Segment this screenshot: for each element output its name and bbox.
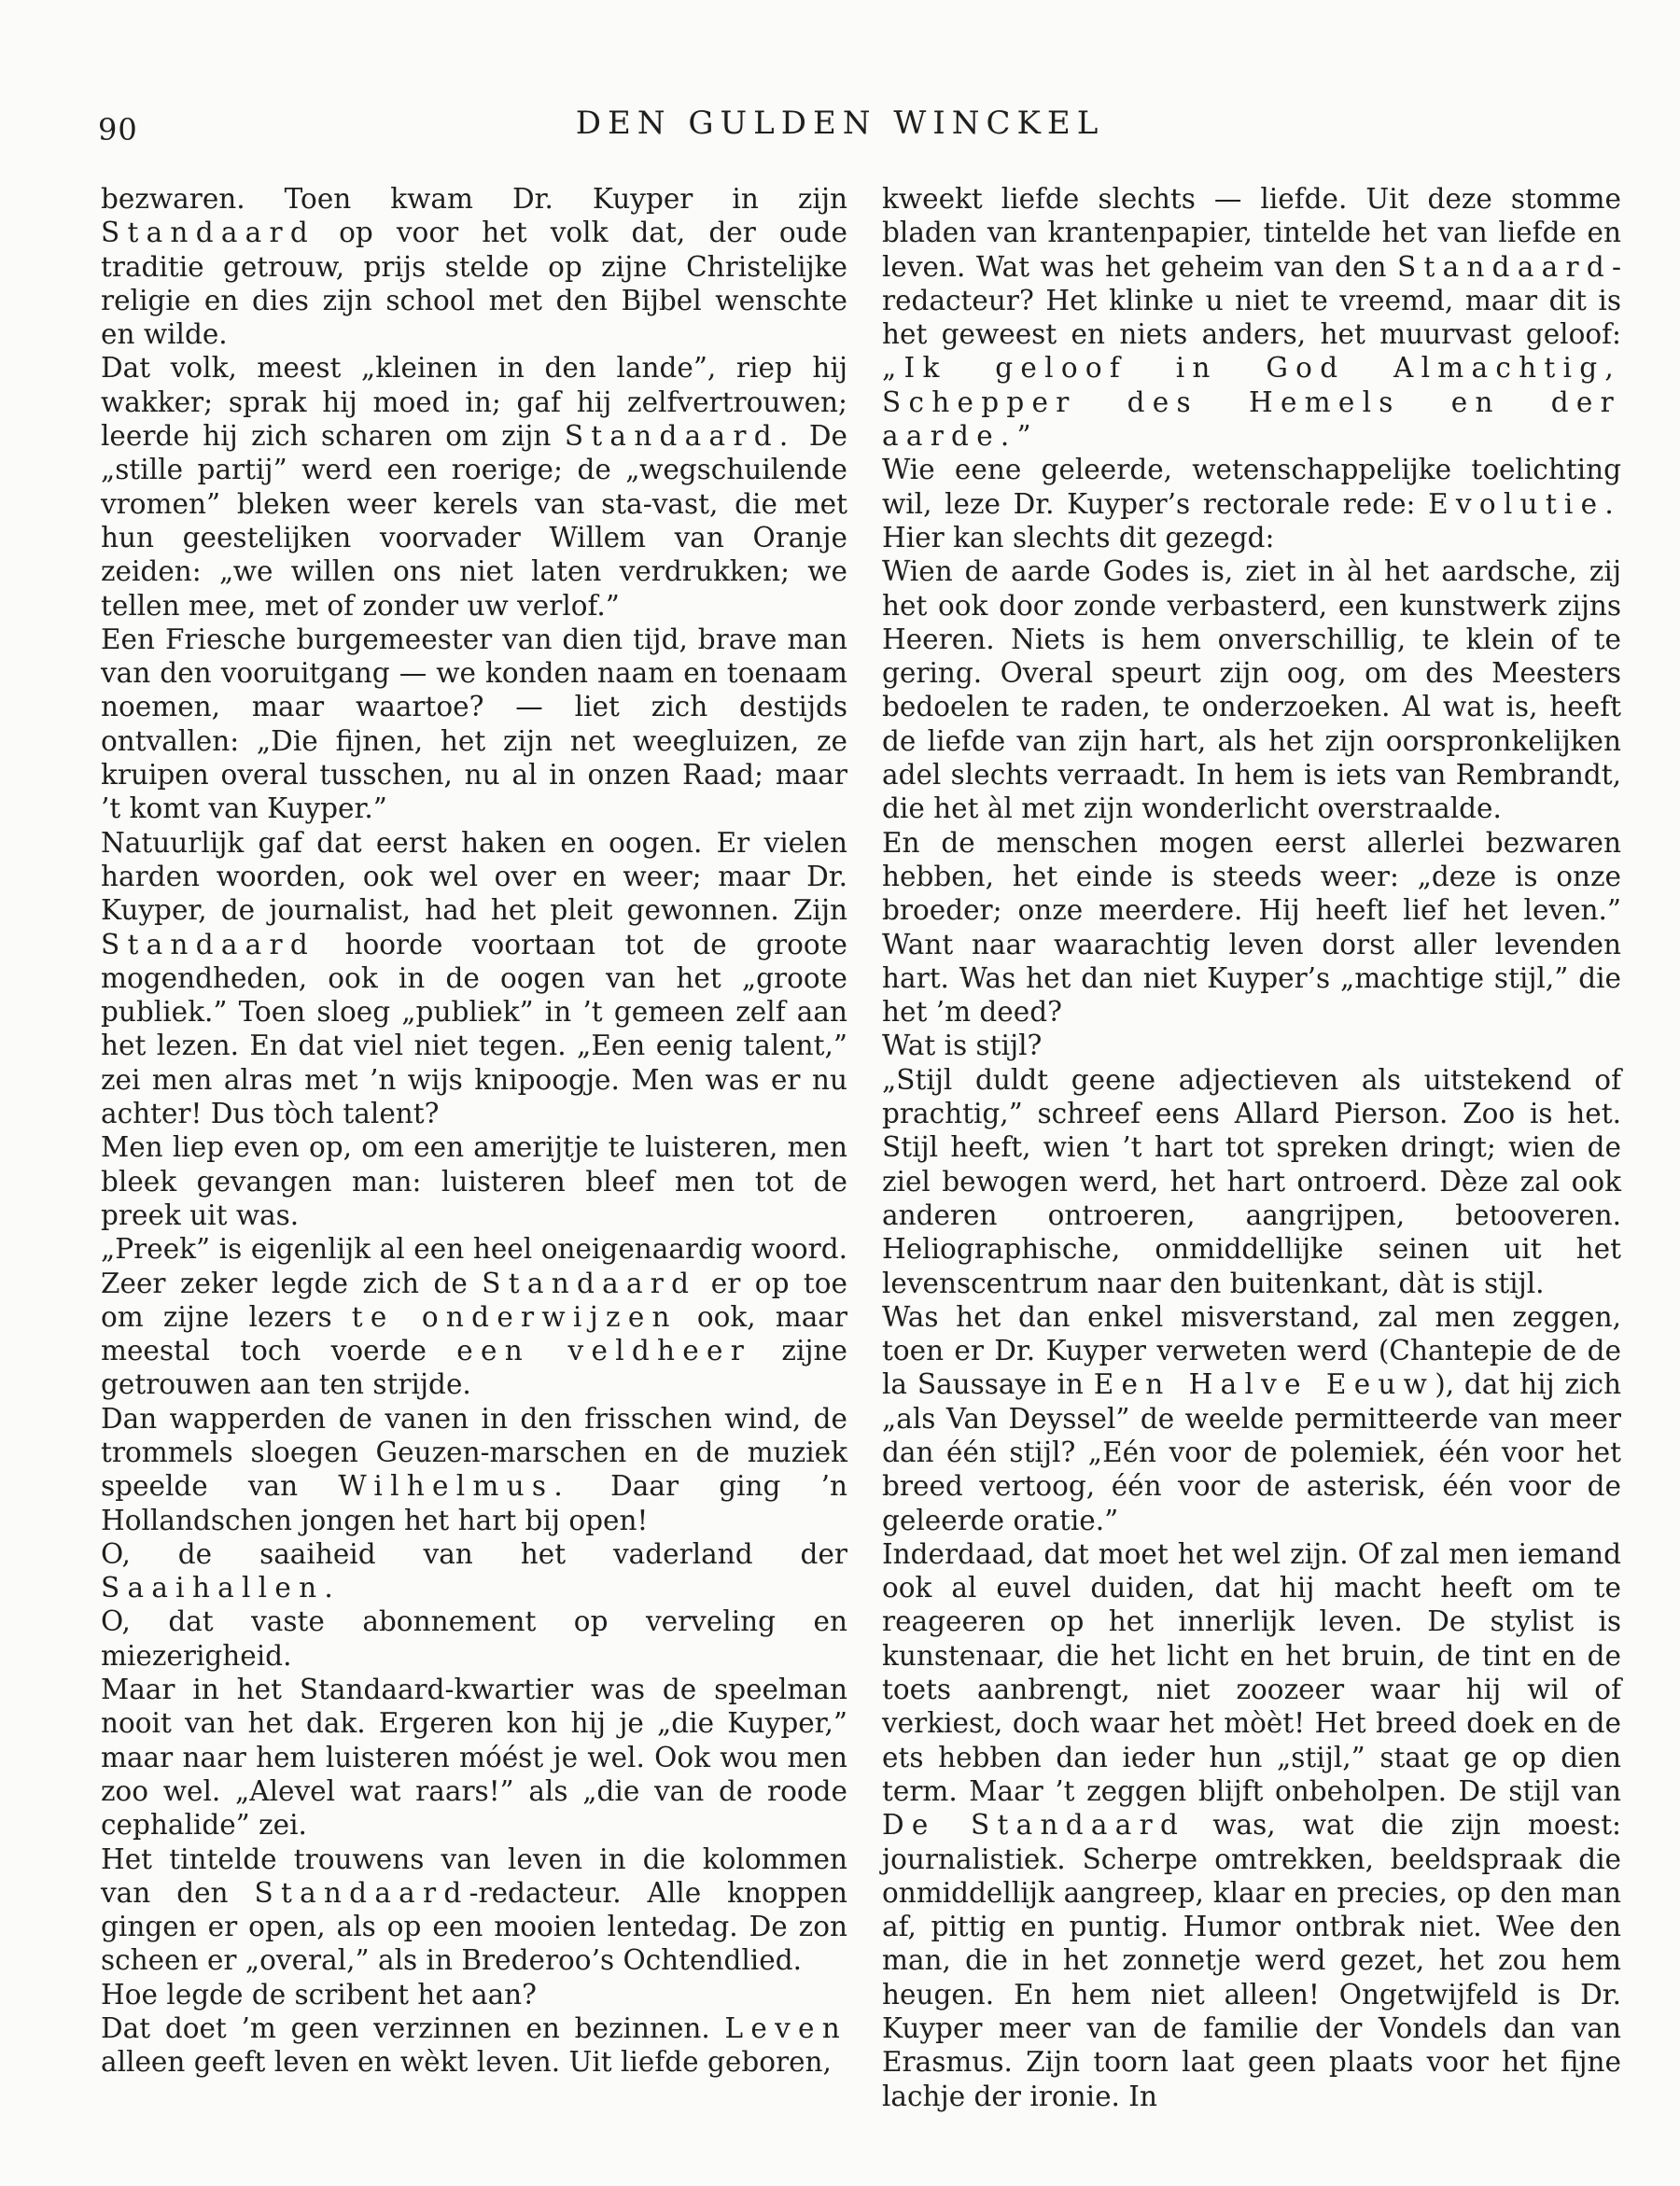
text-run: Inderdaad, dat moet het wel zijn. Of zal men iemand ook al euvel duiden, dat hij macht heeft om te reageeren op het innerlijk leven. De stylist is kunstenaar, die het licht en het bruin, de tint en de toets aanbrengt, niet zoozeer waar hij wil of verkiest, doch waar het mòèt! Het breed doek en de ets hebben dan ieder hun „stijl,” staat ge op dien term. Maar ’t zeggen blijft onbeholpen. De stijl van	[882, 1537, 1621, 1807]
spaced-text: Leven	[724, 2012, 847, 2045]
paragraph	[101, 1843, 847, 1978]
spaced-text: Standaard	[254, 1876, 469, 1909]
paragraph	[101, 1673, 847, 1842]
text-run: zijne getrouwen aan ten strijde.	[101, 1335, 847, 1401]
text-run: De „stille partij” werd een roerige; de „wegschuilende vromen” bleken weer kerels van sta-vast, die met hun geestelijken voorvader Willem van Oranje zeiden: „we willen ons niet laten verdrukken; we tellen mee, met of zonder uw verlof.”	[101, 420, 847, 622]
spaced-text: Saaihallen.	[101, 1572, 341, 1604]
text-run: ), dat hij zich „als Van Deyssel” de weelde permitteerde van meer dan één stijl? „Eén voor de polemiek, één voor het breed vertoog, één voor de asterisk, één voor de geleerde oratie.”	[882, 1368, 1621, 1536]
text-run: „Stijl duldt geene adjectieven als uitstekend of prachtig,” schreef eens Allard Pierson. Zoo is het. Stijl heeft, wien ’t hart tot spreken dringt; wien de ziel bewogen werd, het hart ontroerd. Dèze zal ook anderen ontroeren, aangrijpen, betooveren. Heliographische, onmiddellijke seinen uit het levenscentrum naar den buitenkant, dàt is stijl.	[882, 1063, 1621, 1299]
text-run: Dat doet ’m geen verzinnen en bezinnen.	[101, 2012, 725, 2045]
spaced-text: Evolutie.	[1428, 487, 1621, 520]
paragraph	[882, 826, 1621, 1030]
right-column	[882, 182, 1621, 2113]
spaced-text: Standaard	[1396, 250, 1613, 283]
text-run: O, de saaiheid van het vaderland der	[101, 1537, 847, 1570]
text-run: ook, maar meestal toch voerde	[101, 1300, 847, 1367]
text-run: Dan wapperden de vanen in den frisschen wind, de trommels sloegen Geuzen-marschen en de muziek speelde van	[101, 1402, 847, 1503]
spaced-text: Standaard	[101, 217, 316, 249]
paragraph	[101, 1978, 847, 2011]
text-run: was, wat die zijn moest: journalistiek. Scherpe omtrekken, beeldspraak die onmiddellijk aangreep, klaar en precies, op den man af, pittig en puntig. Humor ontbrak niet. Wee den man, die in het zonnetje werd gezet, het zou hem heugen. En hem niet alleen! Ongetwijfeld is Dr. Kuyper meer van de familie der Vondels dan van Erasmus. Zijn toorn laat geen plaats voor het fijne lachje der ironie. In	[882, 1809, 1621, 2112]
paragraph	[101, 1402, 847, 1537]
text-run: Wie eene geleerde, wetenschappelijke toelichting wil, leze Dr. Kuyper’s rectorale rede:	[882, 454, 1621, 520]
text-run: Daar ging ’n Hollandschen jongen het hart bij open!	[101, 1470, 847, 1536]
text-run: Maar in het Standaard-kwartier was de speelman nooit van het dak. Ergeren kon hij je „die Kuyper,” maar naar hem luisteren móést je wel. Ook wou men zoo wel. „Alevel wat raars!” als „die van de roode cephalide” zei.	[101, 1674, 847, 1842]
paragraph	[101, 1130, 847, 1232]
spaced-text: Wilhelmus.	[338, 1470, 570, 1503]
page-number: 90	[98, 112, 138, 147]
text-run: En de menschen mogen eerst allerlei bezwaren hebben, het einde is steeds weer: „deze is onze broeder; onze meerdere. Hij heeft lief het leven.” Want naar waarachtig leven dorst aller levenden hart. Was het dan niet Kuyper’s „machtige stijl,” die het ’m deed?	[882, 826, 1621, 1029]
text-run: Was het dan enkel misverstand, zal men zeggen, toen er Dr. Kuyper verweten werd (Chantepie de de la Saussaye in	[882, 1300, 1621, 1401]
spaced-text: te onderwijzen	[351, 1300, 678, 1333]
text-run: op voor het volk dat, der oude traditie getrouw, prijs stelde op zijne Christelijke religie en dies zijn school met den Bijbel wenschte en wilde.	[101, 217, 847, 351]
text-run: hoorde voortaan tot de groote mogendheden, ook in de oogen van het „groote publiek.” Toen sloeg „publiek” in ’t gemeen zelf aan het lezen. En dat viel niet tegen. „Een eenig talent,” zei men alras met ’n wijs knipoogje. Men was er nu achter! Dus tòch talent?	[101, 928, 847, 1130]
text-run: Natuurlijk gaf dat eerst haken en oogen. Er vielen harden woorden, ook wel over en weer; maar Dr. Kuyper, de journalist, had het pleit gewonnen. Zijn	[101, 826, 847, 927]
spaced-text: Standaard	[482, 1267, 697, 1299]
text-run: Een Friesche burgemeester van dien tijd, brave man van den vooruitgang — we konden naam en toenaam noemen, maar waartoe? — liet zich destijds ontvallen: „Die fijnen, het zijn net weegluizen, ze kruipen overal tusschen, nu al in onzen Raad; maar ’t komt van Kuyper.”	[101, 623, 847, 825]
paragraph	[101, 826, 847, 1131]
paragraph	[101, 182, 847, 351]
text-run: bezwaren. Toen kwam Dr. Kuyper in zijn	[101, 183, 847, 215]
paragraph	[882, 1300, 1621, 1537]
text-run: Wien de aarde Godes is, ziet in àl het aardsche, zij het ook door zonde verbasterd, een kunstwerk zijns Heeren. Niets is hem onverschillig, te klein of te gering. Overal speurt zijn oog, om des Meesters bedoelen te raden, te onderzoeken. Al wat is, heeft de liefde van zijn hart, als het zijn oorspronkelijken adel slechts verraadt. In hem is iets van Rembrandt, die het àl met zijn wonderlicht overstraalde.	[882, 555, 1621, 825]
paragraph	[882, 554, 1621, 825]
text-run: Hoe legde de scribent het aan?	[101, 1978, 537, 2011]
text-run: Het tintelde trouwens van leven in die kolommen van den	[101, 1843, 847, 1909]
running-head-title: DEN GULDEN WINCKEL	[575, 105, 1105, 142]
paragraph	[101, 1604, 847, 1673]
paragraph	[882, 182, 1621, 453]
paragraph	[101, 623, 847, 826]
paragraph	[101, 1232, 847, 1401]
paragraph	[101, 2011, 847, 2080]
paragraph	[101, 351, 847, 622]
text-run: -redacteur. Alle knoppen gingen er open, als op een mooien lentedag. De zon scheen er „overal,” als in Brederoo’s Ochtendlied.	[101, 1876, 847, 1977]
text-run: kweekt liefde slechts — liefde. Uit deze stomme bladen van krantenpapier, tintelde het van liefde en leven. Wat was het geheim van den	[882, 183, 1621, 283]
left-column	[101, 182, 847, 2080]
text-run: O, dat vaste abonnement op verveling en miezerigheid.	[101, 1605, 847, 1672]
text-run: Wat is stijl?	[882, 1030, 1043, 1062]
paragraph	[882, 1029, 1621, 1062]
text-run: Men liep even op, om een amerijtje te luisteren, men bleek gevangen man: luisteren bleef men tot de preek uit was.	[101, 1131, 847, 1231]
spaced-text: De Standaard	[882, 1809, 1186, 1842]
paragraph	[882, 1063, 1621, 1300]
text-run: alleen geeft leven en wèkt leven. Uit liefde geboren,	[101, 2046, 832, 2079]
spaced-text: „Ik geloof in God Almachtig, Schepper des Hemels en der aarde.”	[882, 352, 1621, 453]
paragraph	[882, 453, 1621, 554]
paragraph	[101, 1537, 847, 1605]
paragraph	[882, 1537, 1621, 2113]
text-run: Dat volk, meest „kleinen in den lande”, riep hij wakker; sprak hij moed in; gaf hij zelfvertrouwen; leerde hij zich scharen om zijn	[101, 352, 847, 453]
spaced-text: Standaard.	[564, 420, 796, 453]
spaced-text: Standaard	[101, 928, 316, 960]
spaced-text: een veldheer	[456, 1335, 752, 1367]
text-run: -redacteur? Het klinke u niet te vreemd, maar dit is het geweest en niets anders, het muurvast geloof:	[882, 250, 1621, 351]
spaced-text: Een Halve Eeuw	[1093, 1368, 1435, 1401]
text-run: „Preek” is eigenlijk al een heel oneigenaardig woord. Zeer zeker legde zich de	[101, 1233, 847, 1299]
text-run: Hier kan slechts dit gezegd:	[882, 521, 1275, 554]
text-run: er op toe om zijne lezers	[101, 1267, 847, 1333]
